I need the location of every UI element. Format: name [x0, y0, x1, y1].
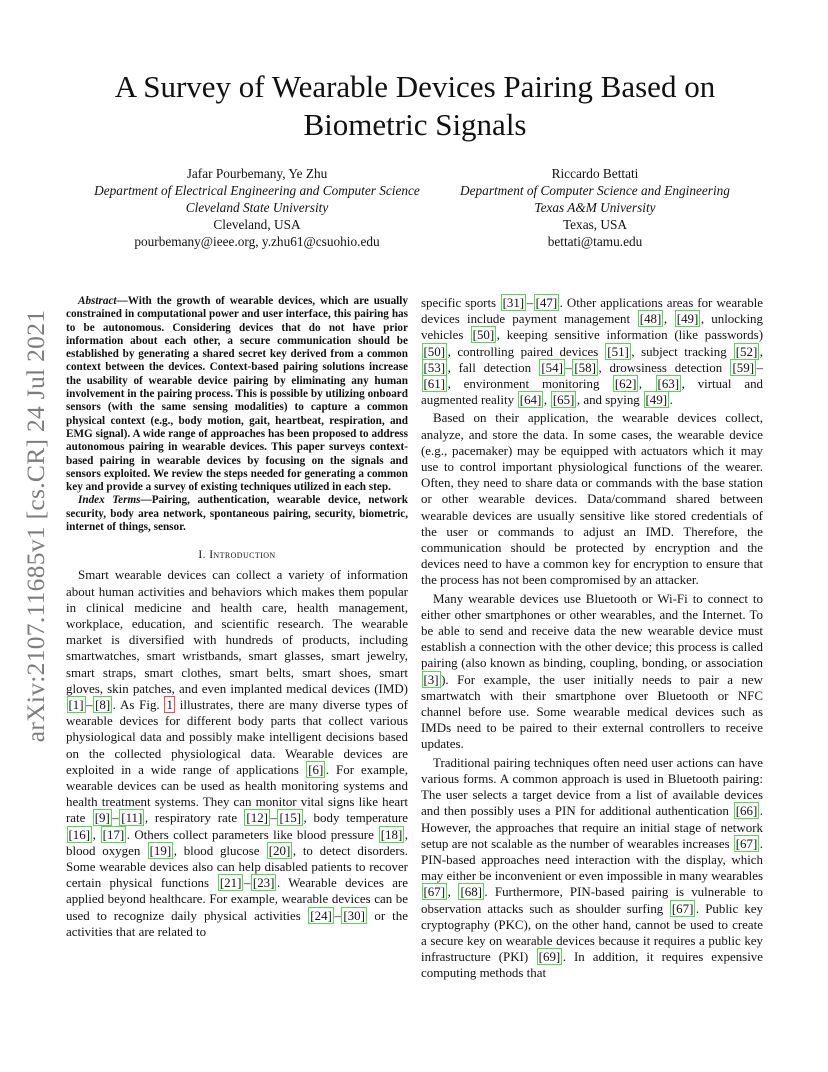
- author-university: Cleveland State University: [185, 200, 329, 215]
- author-location: Cleveland, USA: [213, 217, 301, 232]
- arxiv-identifier: arXiv:2107.11685v1 [cs.CR] 24 Jul 2021: [21, 309, 50, 743]
- citation-link[interactable]: [49]: [676, 311, 699, 327]
- citation-link[interactable]: [1]: [68, 696, 84, 712]
- right-column: [421, 295, 763, 982]
- author-block-right: [440, 165, 750, 250]
- section-number: I.: [198, 549, 210, 562]
- author-university: Texas A&M University: [534, 200, 656, 215]
- citation-link[interactable]: [19]: [149, 842, 172, 858]
- citation-link[interactable]: [59]: [732, 359, 755, 375]
- citation-link[interactable]: [67]: [735, 835, 758, 851]
- citation-link[interactable]: [61]: [423, 376, 446, 392]
- citation-link[interactable]: [47]: [535, 295, 558, 310]
- citation-link[interactable]: [53]: [423, 359, 446, 375]
- citation-link[interactable]: [58]: [574, 359, 596, 375]
- abstract-label: Abstract: [78, 295, 117, 307]
- citation-link[interactable]: [52]: [735, 343, 758, 359]
- applications-paragraph: specific sports [31] – [47] . Other applications areas for wearable devices include payment management [48] , [49] , unlocking vehicles [50] , keeping sensitive information (like passwords) [50] , controlling paired devices [51] , subject tracking [52] , [53] , fall detection [54] – [58] , drowsiness detection [59] –[61] , environment monitoring [62] , [63] , virtual and augmented reality [64] , [65] , and spying [49] .: [421, 295, 764, 408]
- citation-link[interactable]: [12]: [246, 810, 268, 826]
- figure-ref-link[interactable]: 1: [166, 696, 173, 712]
- abstract: [66, 295, 408, 494]
- author-location: Texas, USA: [562, 217, 628, 232]
- citation-link[interactable]: [69]: [538, 949, 561, 965]
- citation-link[interactable]: [15]: [279, 810, 302, 826]
- paper-title: A Survey of Wearable Devices Pairing Based on Biometric Signals: [114, 69, 716, 142]
- left-column: [66, 295, 408, 940]
- author-block-left: [72, 165, 442, 250]
- citation-link[interactable]: [62]: [614, 376, 637, 392]
- traditional-pairing-paragraph: Traditional pairing techniques often need user actions can have various forms. A common approach is used in Bluetooth pairing: The user selects a target device from a list of available devices and then possibly uses a PIN for additional authentication [66] . However, the approaches that require an initial stage of network setup are not scalable as the number of wearables increases [67] . PIN-based approaches need interaction with the display, which may either be inconvenient or even impossible in many wearables [67] , [68] . Furthermore, PIN-based pairing is vulnerable to observation attacks such as shoulder surfing [67] . Public key cryptography (PKC), on the other hand, cannot be used to create a secure key on wearable devices because it requires a public key infrastructure (PKI) [69] . In addition, it requires expensive computing methods that: [421, 754, 764, 981]
- arxiv-sidebar-stamp: [22, 296, 50, 756]
- citation-link[interactable]: [3]: [423, 671, 439, 687]
- pairing-paragraph: Many wearable devices use Bluetooth or Wi-Fi to connect to either other smartphones or other wearables, and the Internet. To be able to send and receive data the new wearable device must establish a connection with the other device; this process is called pairing (also known as binding, coupling, bonding, or association [3] ). For example, the user initially needs to pair a new smartwatch with their smartphone over Bluetooth or NFC channel before use. Some wearable medical devices such as IMDs need to be paired to their external controllers to receive updates.: [421, 590, 763, 752]
- author-email: bettati@tamu.edu: [547, 234, 643, 249]
- index-terms: [66, 494, 408, 534]
- citation-link[interactable]: [20]: [268, 842, 291, 858]
- author-names: Riccardo Bettati: [551, 166, 639, 181]
- citation-link[interactable]: [11]: [121, 810, 143, 826]
- abstract-text: —With the growth of wearable devices, which are usually constrained in computational power and user interface, this pairing has to be autonomous. Considering devices that do not have prior information about each other, a secure communication should be established by generating a shared secret key derived from a common context between the devices. Context-based pairing solutions increase the usability of wearable device pairing by eliminating any human involvement in the pairing process. This is possible by utilizing onboard sensors (with the same sensing modalities) to capture a common physical context (e.g., body motion, gait, heartbeat, respiration, and EMG signal). A wide range of approaches has been proposed to address autonomous pairing in wearable devices. This paper surveys context-based pairing in wearable devices by focusing on the signals and sensors exploited. We review the steps needed for generating a common key and provide a survey of existing techniques utilized in each step.: [66, 295, 408, 494]
- author-email: pourbemany@ieee.org, y.zhu61@csuohio.edu: [134, 234, 380, 249]
- citation-link[interactable]: [66]: [735, 803, 758, 819]
- index-terms-text: —Pairing, authentication, wearable device, network security, body area network, spontaneous pairing, security, biometric, internet of things, sensor.: [66, 494, 408, 534]
- citation-link[interactable]: [67]: [671, 900, 694, 916]
- author-department: Department of Computer Science and Engineering: [460, 183, 730, 198]
- index-terms-label: Index Terms: [78, 494, 141, 507]
- citation-link[interactable]: [6]: [308, 761, 324, 777]
- citation-link[interactable]: [65]: [552, 392, 575, 408]
- author-names: Jafar Pourbemany, Ye Zhu: [186, 166, 328, 181]
- citation-link[interactable]: [68]: [460, 884, 482, 900]
- citation-link[interactable]: [54]: [541, 359, 563, 375]
- citation-link[interactable]: [50]: [472, 327, 495, 343]
- citation-link[interactable]: [16]: [68, 826, 91, 842]
- section-heading: [66, 548, 408, 562]
- citation-link[interactable]: [23]: [252, 875, 275, 891]
- citation-link[interactable]: [64]: [519, 392, 542, 408]
- citation-link[interactable]: [31]: [502, 295, 525, 310]
- citation-link[interactable]: [67]: [423, 884, 446, 900]
- citation-link[interactable]: [21]: [219, 875, 242, 891]
- citation-link[interactable]: [17]: [102, 826, 125, 842]
- intro-paragraph: Smart wearable devices can collect a variety of information about human activities and behaviors which makes them popular in clinical medicine and health care, health management, workplace, education, and scientific research. The wearable market is diversified with hundreds of products, including smartwatches, smart wristbands, smart glasses, smart jewelry, smart straps, smart clothes, smart belts, smart shoes, smart gloves, skin patches, and even implanted medical devices (IMD) [1] – [8] . As Fig. 1 illustrates, there are many diverse types of wearable devices for different body parts that collect various physiological data and possibly make intelligent decisions based on the collected physiological data. Wearable devices are exploited in a wide range of applications [6] . For example, wearable devices can be used as health monitoring systems and health treatment systems. They can monitor vital signs like heart rate [9] – [11] , respiratory rate [12] – [15] , body temperature [16] , [17] . Others collect parameters like blood pressure [18] , blood oxygen [19] , blood glucose [20] , to detect disorders. Some wearable devices also can help disabled patients to recover certain physical functions [21] – [23] . Wearable devices are applied beyond healthcare. For example, wearable devices can be used to recognize daily physical activities [24] – [30] or the activities that are related to: [66, 567, 409, 939]
- citation-link[interactable]: [63]: [657, 376, 680, 392]
- citation-link[interactable]: [30]: [343, 907, 365, 923]
- citation-link[interactable]: [18]: [380, 826, 403, 842]
- author-department: Department of Electrical Engineering and Computer Science: [94, 183, 420, 198]
- section-title: Introduction: [209, 549, 276, 562]
- citation-link[interactable]: [50]: [423, 343, 446, 359]
- citation-link[interactable]: [49]: [645, 392, 668, 408]
- citation-link[interactable]: [24]: [310, 907, 332, 923]
- citation-link[interactable]: [48]: [639, 311, 662, 327]
- data-protection-paragraph: Based on their application, the wearable devices collect, analyze, and store the data. In some cases, the wearable device (e.g., pacemaker) may be equipped with actuators which it may use to control important physiological functions of the wearer. Often, they need to share data or commands with the base station or other wearable devices. Data/command shared between wearable devices are usually sensitive like stored credentials of the user or commands to adjust an IMD. Therefore, the communication should be protected by encryption and the devices need to have a common key for encryption to ensure that the process has not been compromised by an attacker.: [421, 410, 763, 588]
- citation-link[interactable]: [8]: [95, 696, 111, 712]
- citation-link[interactable]: [9]: [94, 810, 110, 826]
- citation-link[interactable]: [51]: [607, 343, 629, 359]
